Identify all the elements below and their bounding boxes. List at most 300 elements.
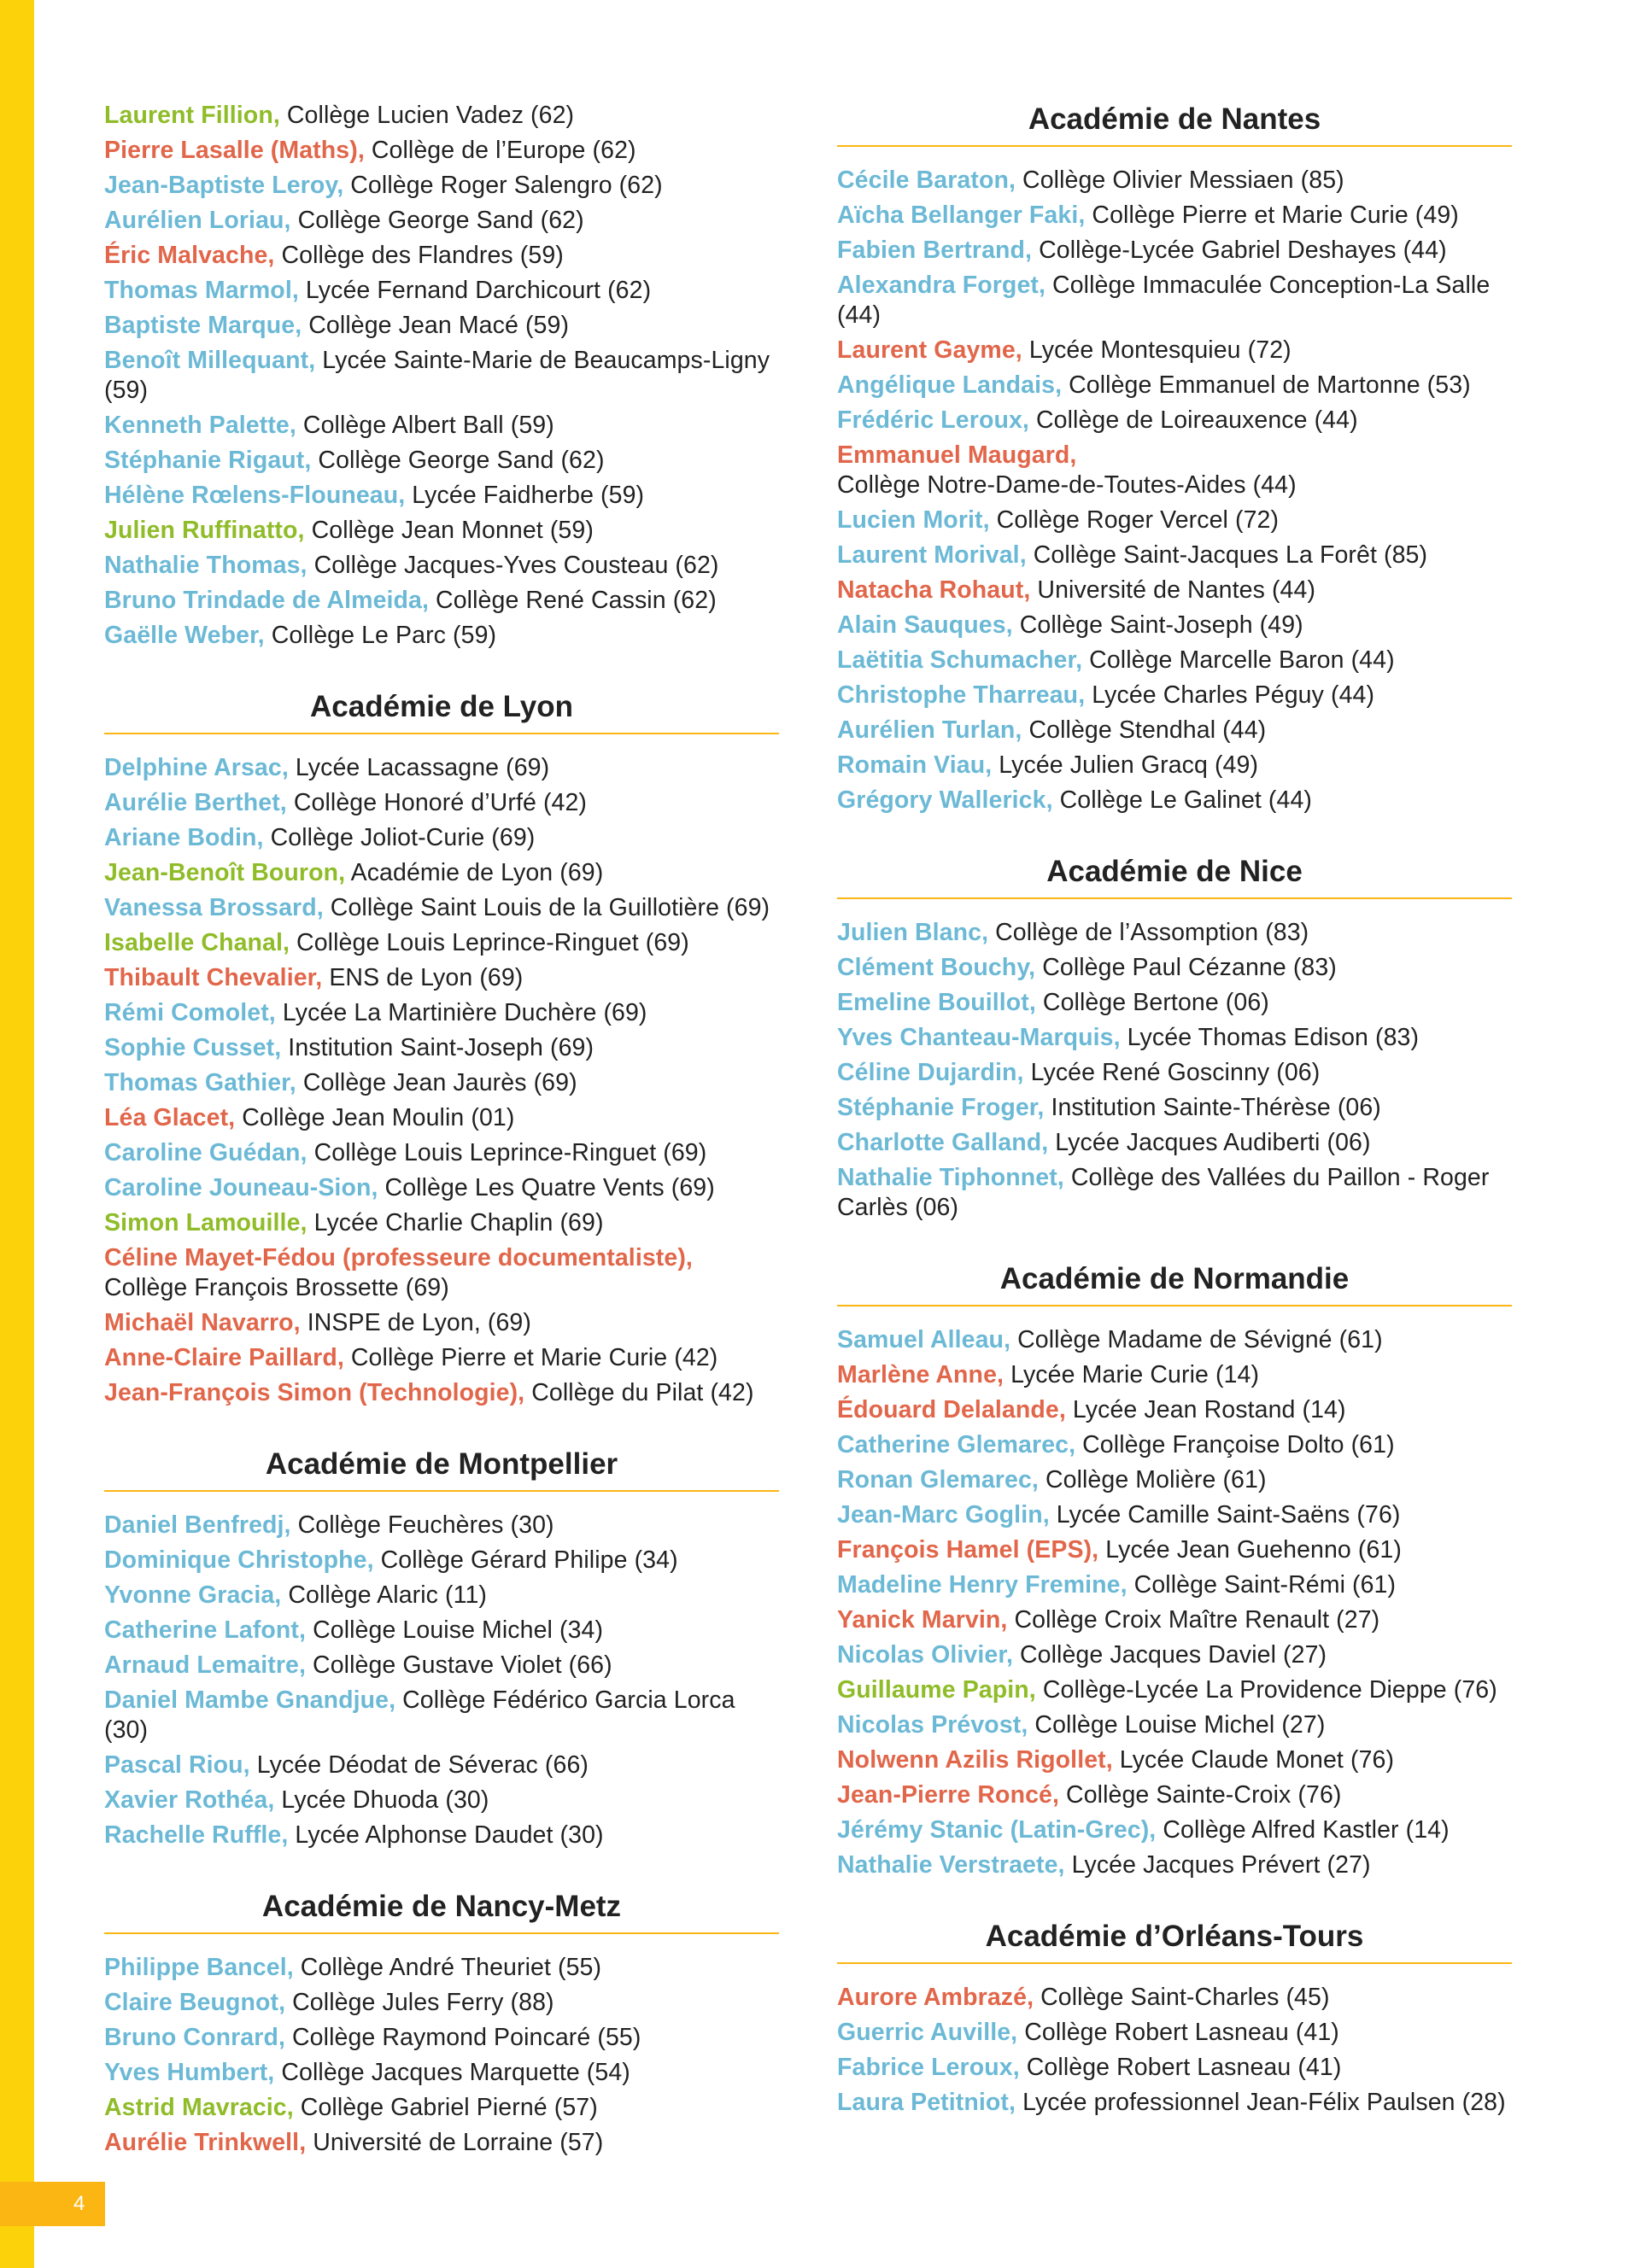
section-heading: Académie de Normandie [837,1260,1512,1306]
person-name: Natacha Rohaut, [837,576,1031,604]
institution: Collège Jean Jaurès (69) [296,1069,577,1096]
list-item [104,1751,779,1780]
section-heading: Académie de Montpellier [104,1446,779,1492]
list-item [837,1983,1512,2013]
list-item [104,858,779,888]
list-item [837,1395,1512,1425]
list-item [104,1546,779,1575]
list-item [104,171,779,201]
institution: Collège George Sand (62) [290,207,584,234]
person-name: Sophie Cusset, [104,1034,282,1061]
section-heading: Académie de Nice [837,853,1512,899]
person-name: Yanick Marvin, [837,1606,1008,1634]
person-name: Nathalie Thomas, [104,552,308,579]
institution: Lycée Sainte-Marie de Beaucamps-Ligny (59) [104,347,770,404]
list-item [104,1033,779,1063]
list-item [837,2053,1512,2083]
institution: Collège Honoré d’Urfé (42) [286,789,588,816]
entry-list [837,1983,1512,2118]
person-name: Pascal Riou, [104,1751,250,1779]
person-name: Romain Viau, [837,751,993,779]
person-name: Julien Ruffinatto, [104,517,305,544]
list-item [104,1308,779,1338]
person-name: Daniel Mambe Gnandjue, [104,1686,396,1714]
section-heading: Académie de Lyon [104,688,779,734]
person-name: Céline Dujardin, [837,1059,1024,1086]
person-name: Laura Petitniot, [837,2089,1016,2116]
list-item [837,166,1512,196]
person-name: Yves Humbert, [104,2059,275,2086]
list-item [837,336,1512,365]
institution: Collège Françoise Dolto (61) [1075,1431,1395,1458]
institution: Collège George Sand (62) [311,447,605,474]
person-name: Thomas Gathier, [104,1069,296,1096]
institution: Lycée Julien Gracq (49) [992,751,1259,779]
section-spacer [104,656,779,688]
institution: Lycée Marie Curie (14) [1004,1361,1260,1388]
list-item [837,1325,1512,1355]
institution: Collège Gustave Violet (66) [306,1651,612,1679]
person-name: Ronan Glemarec, [837,1466,1039,1493]
list-item [104,1821,779,1850]
list-item [104,1953,779,1983]
list-item [837,1815,1512,1845]
institution: Collège Le Galinet (44) [1052,786,1313,814]
person-name: Emmanuel Maugard, [837,441,1077,469]
person-name: Catherine Glemarec, [837,1431,1076,1458]
list-item [837,1465,1512,1495]
institution: Lycée Faidherbe (59) [405,482,645,509]
institution: Collège Robert Lasneau (41) [1019,2054,1342,2081]
institution: Collège Robert Lasneau (41) [1017,2019,1339,2046]
academie-section [837,101,1512,815]
section-heading: Académie d’Orléans-Tours [837,1918,1512,1964]
person-name: Charlotte Galland, [837,1129,1049,1156]
list-item [104,1378,779,1408]
institution: Collège de l’Europe (62) [364,137,636,164]
person-name: Jean-Benoît Bouron, [104,859,346,886]
person-name: Stéphanie Rigaut, [104,447,312,474]
list-item [837,646,1512,675]
institution: Collège Jacques-Yves Cousteau (62) [307,552,719,579]
list-item [837,1058,1512,1088]
institution: Collège Saint-Charles (45) [1034,1984,1330,2011]
institution: Lycée Lacassagne (69) [288,754,550,781]
institution: Lycée Fernand Darchicourt (62) [298,277,652,304]
person-name: Grégory Wallerick, [837,786,1053,814]
institution: Collège Sainte-Croix (76) [1059,1781,1342,1809]
list-item [837,1780,1512,1810]
institution: Collège Alfred Kastler (14) [1156,1816,1450,1844]
page-number: 4 [73,2192,85,2215]
institution: Collège Jules Ferry (88) [285,1989,554,2016]
person-name: Guillaume Papin, [837,1676,1036,1704]
person-name: Aurélien Loriau, [104,207,291,234]
list-item [104,928,779,958]
institution: Collège Emmanuel de Martonne (53) [1062,371,1471,399]
institution: Collège Saint-Rémi (61) [1127,1571,1397,1599]
list-item [837,681,1512,710]
institution: Lycée Alphonse Daudet (30) [288,1821,604,1849]
person-name: Laurent Gayme, [837,336,1022,364]
list-item [104,516,779,546]
list-item [104,136,779,166]
person-name: Daniel Benfredj, [104,1511,291,1539]
right-column [837,101,1512,2123]
institution: Collège Roger Salengro (62) [343,172,663,199]
institution: Lycée Jacques Audiberti (06) [1048,1129,1371,1156]
institution: INSPE de Lyon, (69) [300,1309,531,1336]
list-item [837,1163,1512,1223]
academie-section [104,688,779,1408]
section-spacer [837,821,1512,853]
section-spacer [837,1228,1512,1260]
institution: Lycée Charles Péguy (44) [1085,681,1375,709]
person-name: Catherine Lafont, [104,1616,307,1644]
academie-section [837,1918,1512,2118]
person-name: Yvonne Gracia, [104,1581,282,1609]
person-name: Aurore Ambrazé, [837,1984,1034,2011]
institution: Académie de Lyon (69) [345,859,604,886]
institution: Collège Le Parc (59) [264,622,497,649]
person-name: Guerric Auville, [837,2019,1018,2046]
list-item [837,1850,1512,1880]
list-item [104,446,779,476]
institution: Collège Lucien Vadez (62) [279,102,575,129]
institution: Lycée Thomas Edison (83) [1120,1024,1420,1051]
person-name: Clément Bouchy, [837,954,1036,981]
institution: Lycée Jean Rostand (14) [1065,1396,1346,1423]
institution: Collège Pierre et Marie Curie (49) [1085,202,1459,229]
list-item [104,788,779,818]
list-item [837,1360,1512,1390]
page-number-tab [0,2182,105,2226]
person-name: Alain Sauques, [837,611,1013,639]
institution: Collège Louis Leprince-Ringuet (69) [307,1139,707,1166]
person-name: Kenneth Palette, [104,412,296,439]
list-item [104,2058,779,2088]
entry-list [837,918,1512,1223]
person-name: Céline Mayet-Fédou (professeure documentaliste), [104,1244,693,1271]
list-item [837,1500,1512,1530]
list-item [104,1581,779,1610]
entry-list [104,753,779,1408]
person-name: Hélène Rœlens-Flouneau, [104,482,406,509]
person-name: Arnaud Lemaitre, [104,1651,306,1679]
institution: Collège Saint-Jacques La Forêt (85) [1026,541,1428,569]
person-name: Rémi Comolet, [104,999,276,1026]
person-name: Fabrice Leroux, [837,2054,1020,2081]
institution: Lycée Jean Guehenno (61) [1098,1536,1402,1564]
person-name: Yves Chanteau-Marquis, [837,1024,1121,1051]
list-item [837,201,1512,231]
person-name: Aurélie Trinkwell, [104,2129,307,2156]
list-item [837,371,1512,400]
institution: Lycée La Martinière Duchère (69) [275,999,647,1026]
list-item [104,411,779,441]
person-name: Nolwenn Azilis Rigollet, [837,1746,1113,1774]
institution: Collège-Lycée La Providence Dieppe (76) [1035,1676,1497,1704]
person-name: Ariane Bodin, [104,824,264,851]
person-name: Astrid Mavracic, [104,2094,294,2121]
person-name: Jean-Pierre Roncé, [837,1781,1059,1809]
list-item [837,576,1512,605]
list-item [837,988,1512,1018]
institution: Collège Marcelle Baron (44) [1082,646,1395,674]
list-item [104,241,779,271]
person-name: Caroline Jouneau-Sion, [104,1174,378,1201]
list-item [104,206,779,236]
institution: Collège Fédérico Garcia Lorca (30) [104,1686,735,1744]
institution: Lycée Dhuoda (30) [274,1786,489,1814]
institution: Collège Olivier Messiaen (85) [1016,167,1344,194]
person-name: Emeline Bouillot, [837,989,1036,1016]
list-item [837,406,1512,435]
list-item [837,1430,1512,1460]
institution: Collège Louis Leprince-Ringuet (69) [290,929,689,956]
list-item [104,1103,779,1133]
person-name: Pierre Lasalle (Maths), [104,137,365,164]
person-name: Vanessa Brossard, [104,894,324,921]
person-name: Laurent Fillion, [104,102,280,129]
institution: Collège du Pilat (42) [524,1379,754,1406]
person-name: Jean-Baptiste Leroy, [104,172,344,199]
institution: Collège Albert Ball (59) [296,412,554,439]
list-item [104,2128,779,2158]
list-item [104,586,779,616]
list-item [837,611,1512,640]
institution: Collège Bertone (06) [1035,989,1269,1016]
institution: Collège André Theuriet (55) [293,1954,602,1981]
list-item [837,441,1512,500]
list-item [837,506,1512,535]
person-name: Rachelle Ruffle, [104,1821,289,1849]
list-item [837,1745,1512,1775]
entry-list [837,166,1512,815]
person-name: Angélique Landais, [837,371,1063,399]
entry-list [104,1953,779,2158]
list-item [104,1651,779,1681]
person-name: Bruno Trindade de Almeida, [104,587,430,614]
person-name: Jean-Marc Goglin, [837,1501,1050,1529]
list-item [837,1675,1512,1705]
list-item [837,271,1512,330]
institution: Collège Pierre et Marie Curie (42) [343,1344,718,1371]
section-spacer [837,1885,1512,1918]
person-name: Gaëlle Weber, [104,622,265,649]
person-name: Dominique Christophe, [104,1546,374,1574]
institution: Collège Jacques Daviel (27) [1012,1641,1327,1669]
person-name: Claire Beugnot, [104,1989,286,2016]
list-item [837,1093,1512,1123]
person-name: Jérémy Stanic (Latin-Grec), [837,1816,1157,1844]
list-item [837,751,1512,780]
institution: Collège de Loireauxence (44) [1028,406,1358,434]
person-name: Léa Glacet, [104,1104,236,1131]
person-name: Laëtitia Schumacher, [837,646,1083,674]
person-name: Julien Blanc, [837,919,989,946]
institution: Lycée Déodat de Séverac (66) [249,1751,589,1779]
list-item [104,1243,779,1303]
institution: Collège Louise Michel (34) [306,1616,604,1644]
institution: Collège Roger Vercel (72) [989,506,1280,534]
institution: Collège Gérard Philipe (34) [373,1546,678,1574]
list-item [104,963,779,993]
person-name: Isabelle Chanal, [104,929,290,956]
person-name: Lucien Morit, [837,506,990,534]
list-item [104,481,779,511]
entry-list [104,1511,779,1850]
list-item [104,1616,779,1645]
list-item [104,2093,779,2123]
institution: Collège Les Quatre Vents (69) [378,1174,715,1201]
list-item [837,236,1512,266]
list-item [837,918,1512,948]
list-item [837,716,1512,745]
person-name: Frédéric Leroux, [837,406,1029,434]
list-item [104,998,779,1028]
section-heading: Académie de Nancy-Metz [104,1888,779,1934]
list-item [837,2018,1512,2048]
institution: Collège Jacques Marquette (54) [274,2059,630,2086]
list-item [837,1640,1512,1670]
intro-list [104,101,779,651]
list-item [837,1570,1512,1600]
institution: Collège des Vallées du Paillon - Roger Carlès (06) [837,1164,1490,1221]
academie-section [837,1260,1512,1880]
list-item [104,346,779,406]
person-name: Nathalie Tiphonnet, [837,1164,1064,1191]
list-item [104,893,779,923]
list-item [104,753,779,783]
person-name: Jean-François Simon (Technologie), [104,1379,525,1406]
institution: Collège Madame de Sévigné (61) [1010,1326,1383,1353]
person-name: Philippe Bancel, [104,1954,294,1981]
list-item [104,1208,779,1238]
person-name: Aurélien Turlan, [837,716,1022,744]
list-item [104,823,779,853]
person-name: Baptiste Marque, [104,312,302,339]
person-name: Simon Lamouille, [104,1209,308,1236]
list-item [104,276,779,306]
institution: Collège Notre-Dame-de-Toutes-Aides (44) [837,471,1297,499]
person-name: Caroline Guédan, [104,1139,308,1166]
institution: Université de Lorraine (57) [306,2129,604,2156]
list-item [837,1605,1512,1635]
academie-section [104,1888,779,2158]
person-name: Xavier Rothéa, [104,1786,275,1814]
section-heading: Académie de Nantes [837,101,1512,147]
person-name: Stéphanie Froger, [837,1094,1045,1121]
section-spacer [104,1856,779,1888]
institution: Collège Stendhal (44) [1022,716,1267,744]
institution: Collège Jean Macé (59) [302,312,570,339]
institution: Collège Gabriel Pierné (57) [293,2094,598,2121]
person-name: Aïcha Bellanger Faki, [837,202,1086,229]
list-item [104,1068,779,1098]
person-name: Delphine Arsac, [104,754,289,781]
list-item [104,1511,779,1540]
entry-list [837,1325,1512,1880]
person-name: Nathalie Verstraete, [837,1851,1065,1879]
list-item [104,1686,779,1745]
person-name: Anne-Claire Paillard, [104,1344,344,1371]
list-item [837,786,1512,815]
institution: Université de Nantes (44) [1030,576,1316,604]
person-name: Benoît Millequant, [104,347,316,374]
section-spacer [104,1413,779,1446]
list-item [837,1128,1512,1158]
list-item [104,2023,779,2053]
institution: Collège Molière (61) [1038,1466,1267,1493]
institution: Collège Saint-Joseph (49) [1012,611,1303,639]
left-sections [104,656,779,2158]
institution: Lycée professionnel Jean-Félix Paulsen (28) [1016,2089,1506,2116]
list-item [837,541,1512,570]
list-item [837,1535,1512,1565]
list-item [837,953,1512,983]
institution: Institution Saint-Joseph (69) [281,1034,594,1061]
institution: Lycée Claude Monet (76) [1112,1746,1395,1774]
person-name: Édouard Delalande, [837,1396,1066,1423]
list-item [104,1786,779,1815]
person-name: Fabien Bertrand, [837,237,1033,264]
academie-section [837,853,1512,1223]
person-name: François Hamel (EPS), [837,1536,1099,1564]
institution: Collège Raymond Poincaré (55) [284,2024,641,2051]
person-name: Marlène Anne, [837,1361,1004,1388]
list-item [104,1138,779,1168]
person-name: Samuel Alleau, [837,1326,1011,1353]
institution: Collège Jean Moulin (01) [235,1104,515,1131]
institution: Collège des Flandres (59) [274,242,564,269]
list-item [837,1023,1512,1053]
person-name: Nicolas Prévost, [837,1711,1028,1739]
list-item [104,311,779,341]
institution: ENS de Lyon (69) [322,964,524,991]
institution: Collège de l’Assomption (83) [988,919,1309,946]
institution: Lycée Camille Saint-Saëns (76) [1049,1501,1401,1529]
list-item [104,101,779,131]
person-name: Christophe Tharreau, [837,681,1086,709]
list-item [837,2088,1512,2118]
left-column [104,101,779,2163]
institution: Lycée Montesquieu (72) [1022,336,1292,364]
person-name: Aurélie Berthet, [104,789,287,816]
institution: Collège Immaculée Conception-La Salle (44) [837,272,1491,329]
institution: Lycée René Goscinny (06) [1023,1059,1321,1086]
list-item [104,621,779,651]
person-name: Michaël Navarro, [104,1309,301,1336]
institution: Collège Feuchères (30) [290,1511,554,1539]
institution: Collège Paul Cézanne (83) [1035,954,1337,981]
institution: Collège René Cassin (62) [429,587,717,614]
person-name: Alexandra Forget, [837,272,1046,299]
list-item [837,1710,1512,1740]
institution: Collège François Brossette (69) [104,1274,449,1301]
institution: Collège-Lycée Gabriel Deshayes (44) [1032,237,1447,264]
person-name: Éric Malvache, [104,242,275,269]
person-name: Nicolas Olivier, [837,1641,1013,1669]
right-sections [837,101,1512,2118]
institution: Collège Jean Monnet (59) [304,517,594,544]
side-accent-band [0,0,34,2268]
person-name: Laurent Morival, [837,541,1027,569]
academie-section [104,1446,779,1850]
person-name: Madeline Henry Fremine, [837,1571,1128,1599]
list-item [104,551,779,581]
institution: Institution Sainte-Thérèse (06) [1044,1094,1381,1121]
